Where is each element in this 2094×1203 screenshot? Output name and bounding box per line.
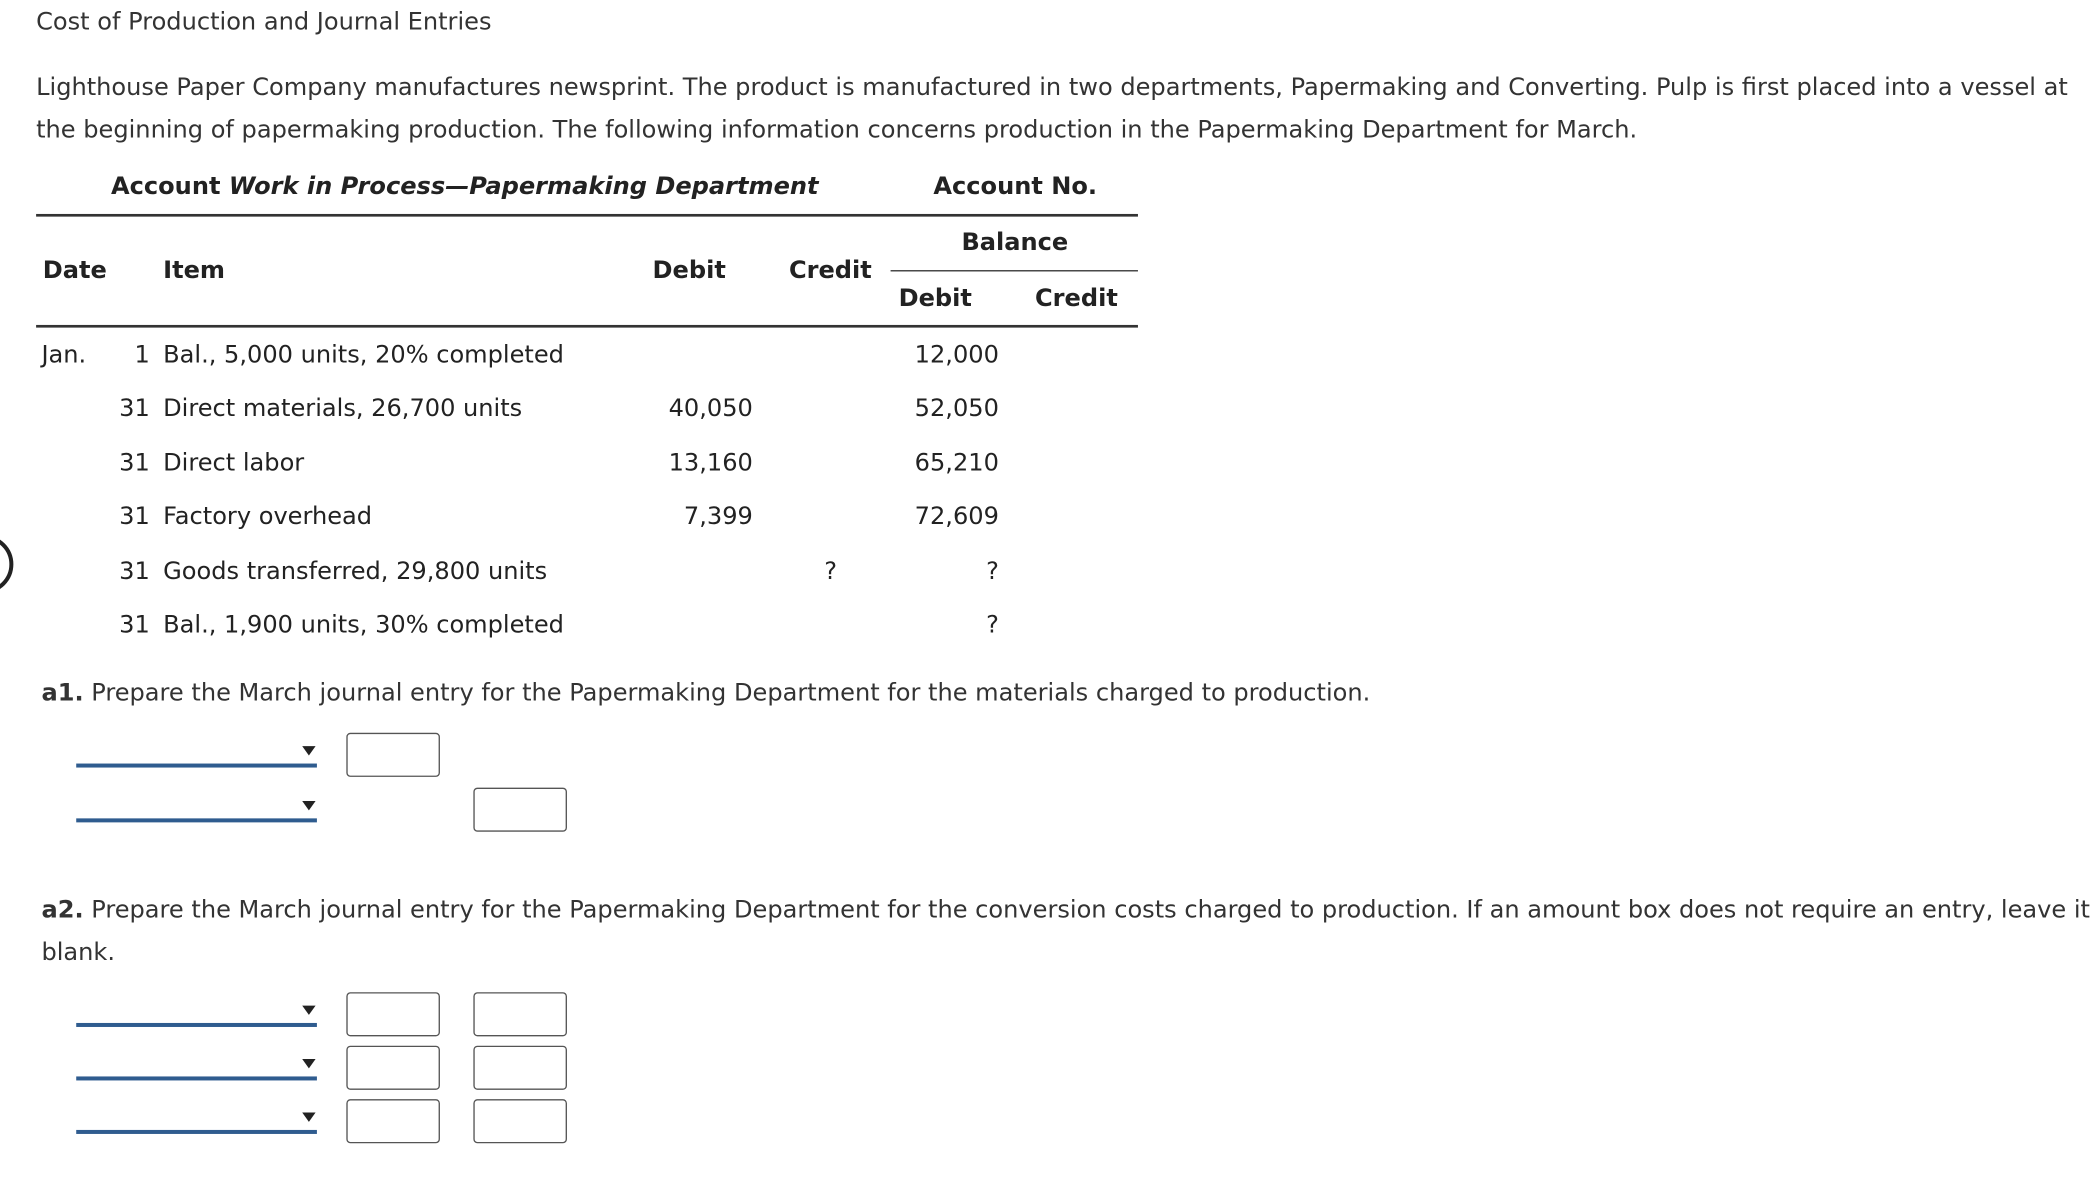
problem-intro: Lighthouse Paper Company manufactures newsprint. The product is manufactured in two departments, Papermaking and Converting. Pulp is first placed into a vessel at the beginning of papermaking production. The following information concerns production in the Papermaking Department for March. (36, 73, 2068, 145)
row-credit: ? (824, 557, 838, 586)
chevron-down-icon (302, 1113, 315, 1122)
col-item: Item (163, 256, 226, 285)
row-day: 31 (119, 449, 150, 478)
a2-account-select-3[interactable] (76, 1105, 317, 1134)
row-day: 31 (119, 394, 150, 424)
a2-account-select-1[interactable] (76, 998, 317, 1027)
a2-debit-input-3[interactable] (346, 1099, 440, 1143)
table-header-rule (36, 325, 1138, 328)
col-date: Date (42, 256, 107, 285)
a1-debit-input-1[interactable] (346, 733, 440, 777)
row-balance-debit: 12,000 (914, 340, 999, 370)
chevron-down-icon (302, 1059, 315, 1068)
row-balance-debit: ? (986, 611, 999, 640)
a2-debit-input-2[interactable] (346, 1046, 440, 1090)
row-balance-debit: 65,210 (914, 449, 999, 478)
balance-rule (891, 270, 1138, 271)
a2-credit-input-2[interactable] (473, 1046, 567, 1090)
row-day: 31 (119, 503, 150, 532)
row-day: 31 (119, 611, 150, 640)
question-a1: a1. Prepare the March journal entry for the Papermaking Department for the materials charged to production. (41, 679, 1371, 708)
row-balance-debit: 72,609 (914, 503, 999, 532)
account-name: Work in Process—Papermaking Department (228, 172, 819, 201)
a2-credit-input-1[interactable] (473, 992, 567, 1036)
a1-account-select-2[interactable] (76, 793, 317, 822)
a2-credit-input-3[interactable] (473, 1099, 567, 1143)
col-balance: Balance (961, 228, 1069, 257)
row-debit: 40,050 (668, 394, 753, 424)
a1-credit-input-2[interactable] (473, 788, 567, 832)
a2-account-select-2[interactable] (76, 1051, 317, 1080)
row-item: Bal., 5,000 units, 20% completed (163, 340, 564, 370)
side-panel-toggle[interactable] (0, 535, 13, 594)
chevron-down-icon (302, 1006, 315, 1015)
row-day: 1 (134, 340, 150, 370)
col-credit: Credit (788, 256, 872, 285)
row-item: Direct labor (163, 449, 305, 478)
row-balance-debit: 52,050 (914, 394, 999, 424)
a2-debit-input-1[interactable] (346, 992, 440, 1036)
row-debit: 7,399 (683, 503, 753, 532)
row-item: Goods transferred, 29,800 units (163, 557, 548, 586)
row-item: Direct materials, 26,700 units (163, 394, 523, 424)
row-item: Factory overhead (163, 503, 373, 532)
account-title: Account Work in Process—Papermaking Department (110, 172, 819, 201)
table-top-rule (36, 214, 1138, 217)
chevron-down-icon (302, 746, 315, 755)
col-balance-debit: Debit (898, 284, 972, 313)
account-number-label: Account No. (933, 172, 1098, 201)
col-balance-credit: Credit (1034, 284, 1118, 313)
row-balance-debit: ? (986, 557, 999, 586)
chevron-down-icon (302, 801, 315, 810)
row-month: Jan. (41, 340, 87, 370)
row-day: 31 (119, 557, 150, 586)
page-title: Cost of Production and Journal Entries (36, 8, 492, 37)
row-debit: 13,160 (668, 449, 753, 478)
row-item: Bal., 1,900 units, 30% completed (163, 611, 564, 640)
question-a2: a2. Prepare the March journal entry for the Papermaking Department for the conversion costs charged to production. If an amount box does not require an entry, leave it blank. (41, 895, 2090, 967)
col-debit: Debit (652, 256, 726, 285)
a1-account-select-1[interactable] (76, 738, 317, 767)
